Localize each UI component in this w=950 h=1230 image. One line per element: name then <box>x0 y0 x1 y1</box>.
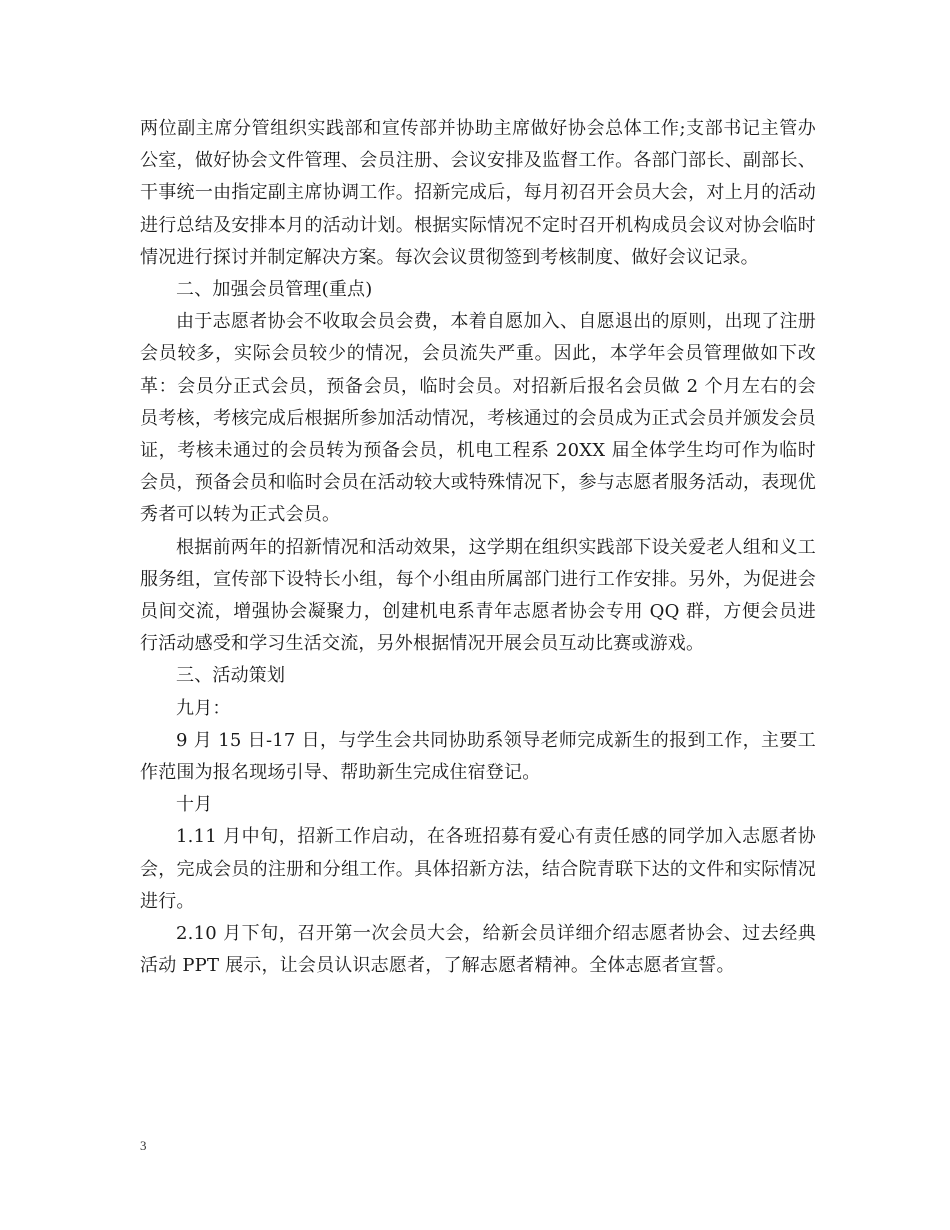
paragraph-september-activity: 9 月 15 日-17 日，与学生会共同协助系领导老师完成新生的报到工作，主要工作范围为报名现场引导、帮助新生完成住宿登记。 <box>140 729 816 784</box>
paragraph-organization: 两位副主席分管组织实践部和宣传部并协助主席做好协会总体工作;支部书记主管办公室，做好协会文件管理、会员注册、会议安排及监督工作。各部门部长、副部长、干事统一由指定副主席协调工作。招新完成后，每月初召开会员大会，对上月的活动进行总结及安排本月的活动计划。根据实际情况不定时召开机构成员会议对协会临时情况进行探讨并制定解决方案。每次会议贯彻签到考核制度、做好会议记录。 <box>140 118 816 268</box>
heading-member-management: 二、加强会员管理(重点) <box>176 279 373 301</box>
paragraph-october-item-2: 2.10 月下旬，召开第一次会员大会，给新会员详细介绍志愿者协会、过去经典活动 PPT 展示，让会员认识志愿者，了解志愿者精神。全体志愿者宣誓。 <box>140 923 816 977</box>
document-body <box>140 113 816 982</box>
heading-september: 九月： <box>176 697 231 719</box>
paragraph-october-item-1: 1.11 月中旬，招新工作启动，在各班招募有爱心有责任感的同学加入志愿者协会，完成会员的注册和分组工作。具体招新方法，结合院青联下达的文件和实际情况进行。 <box>140 826 816 912</box>
heading-october: 十月 <box>176 794 213 816</box>
paragraph-member-reform: 由于志愿者协会不收取会员会费，本着自愿加入、自愿退出的原则，出现了注册会员较多，实际会员较少的情况，会员流失严重。因此，本学年会员管理做如下改革：会员分正式会员，预备会员，临时会员。对招新后报名会员做 2 个月左右的会员考核，考核完成后根据所参加活动情况，考核通过的会员成为正式会员并颁发会员证，考核未通过的会员转为预备会员，机电工程系 20XX 届全体学生均可作为临时会员，预备会员和临时会员在活动较大或特殊情况下，参与志愿者服务活动，表现优秀者可以转为正式会员。 <box>140 311 816 526</box>
paragraph-groups: 根据前两年的招新情况和活动效果，这学期在组织实践部下设关爱老人组和义工服务组，宣传部下设特长小组，每个小组由所属部门进行工作安排。另外，为促进会员间交流，增强协会凝聚力，创建机电系青年志愿者协会专用 QQ 群，方便会员进行活动感受和学习生活交流，另外根据情况开展会员互动比赛或游戏。 <box>140 536 816 655</box>
heading-activity-plan: 三、活动策划 <box>176 665 286 687</box>
page-number: 3 <box>140 1138 147 1153</box>
